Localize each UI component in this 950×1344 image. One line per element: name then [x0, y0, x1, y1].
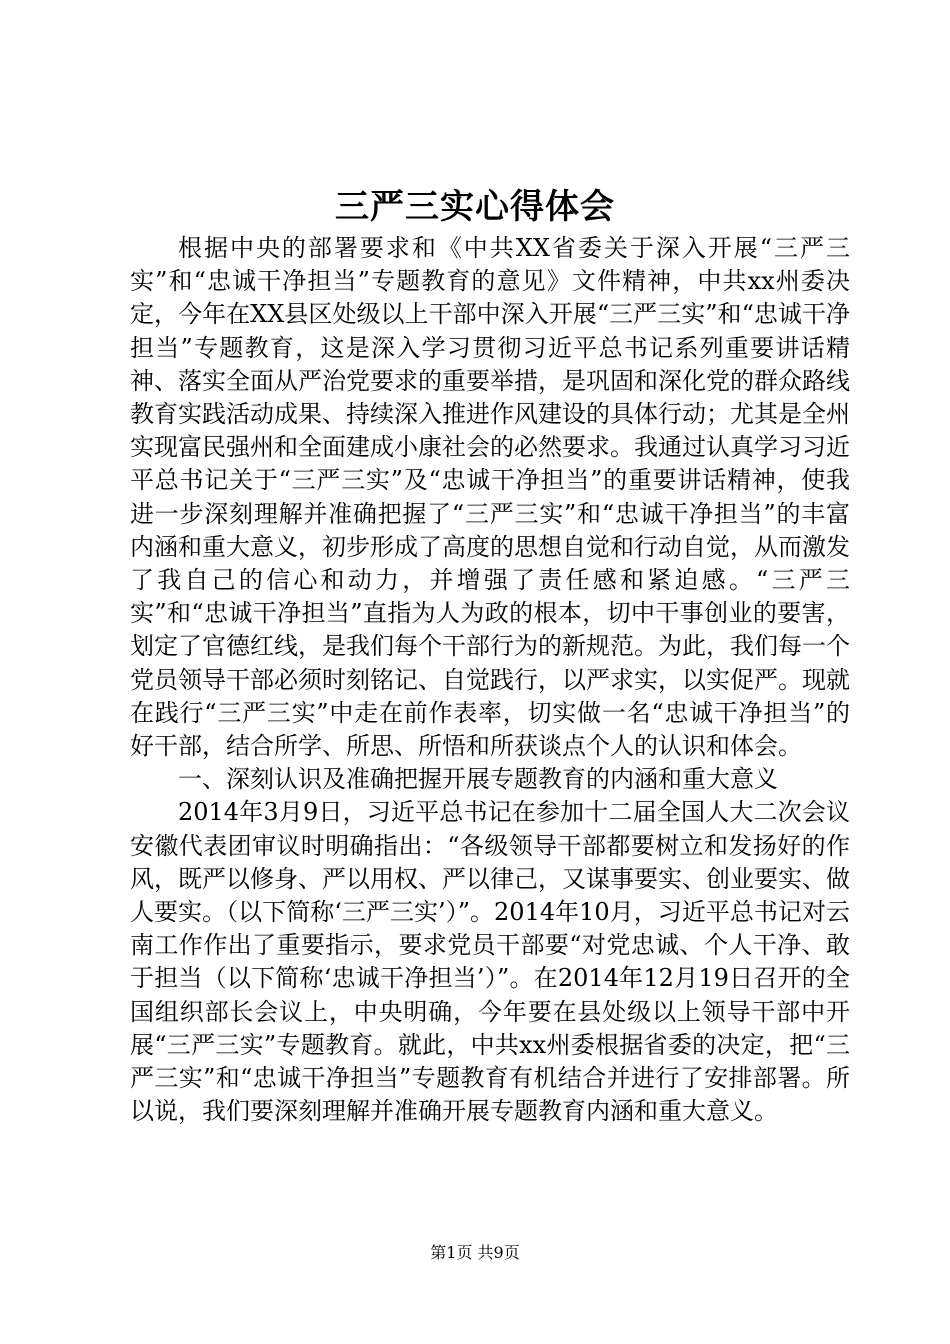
- section-heading-1: 一、深刻认识及准确把握开展专题教育的内涵和重大意义: [178, 765, 778, 794]
- paragraph-section-1: 2014年3月9日，习近平总书记在参加十二届全国人大二次会议安徽代表团审议时明确指出：“各级领导干部都要树立和发扬好的作风，既严以修身、严以用权、严以律己，又谋事要实、创业要实、做人要实。（以下简称‘三严三实’）”。2014年10月，习近平总书记对云南工作作出了重要指示，要求党员干部要“对党忠诚、个人干净、敢于担当（以下简称‘忠诚干净担当’）”。在2014年12月19日召开的全国组织部长会议上，中央明确，今年要在县处级以上领导干部中开展“三严三实”专题教育。就此，中共xx州委根据省委的决定，把“三严三实”和“忠诚干净担当”专题教育有机结合并进行了安排部署。所以说，我们要深刻理解并准确开展专题教育内涵和重大意义。: [130, 798, 850, 1126]
- document-title: 三严三实心得体会: [335, 187, 615, 227]
- paragraph-intro: 根据中央的部署要求和《中共XX省委关于深入开展“三严三实”和“忠诚干净担当”专题教育的意见》文件精神，中共xx州委决定，今年在XX县区处级以上干部中深入开展“三严三实”和“忠诚干净担当”专题教育，这是深入学习贯彻习近平总书记系列重要讲话精神、落实全面从严治党要求的重要举措，是巩固和深化党的群众路线教育实践活动成果、持续深入推进作风建设的具体行动；尤其是全州实现富民强州和全面建成小康社会的必然要求。我通过认真学习习近平总书记关于“三严三实”及“忠诚干净担当”的重要讲话精神，使我进一步深刻理解并准确把握了“三严三实”和“忠诚干净担当”的丰富内涵和重大意义，初步形成了高度的思想自觉和行动自觉，从而激发了我自己的信心和动力，并增强了责任感和紧迫感。“三严三实”和“忠诚干净担当”直指为人为政的根本，切中干事创业的要害，划定了官德红线，是我们每个干部行为的新规范。为此，我们每一个党员领导干部必须时刻铭记、自觉践行，以严求实，以实促严。现就在践行“三严三实”中走在前作表率，切实做一名“忠诚干净担当”的好干部，结合所学、所思、所悟和所获谈点个人的认识和体会。: [130, 234, 850, 761]
- page-number-footer: 第1页 共9页: [430, 1243, 520, 1262]
- document-body: [130, 232, 850, 1128]
